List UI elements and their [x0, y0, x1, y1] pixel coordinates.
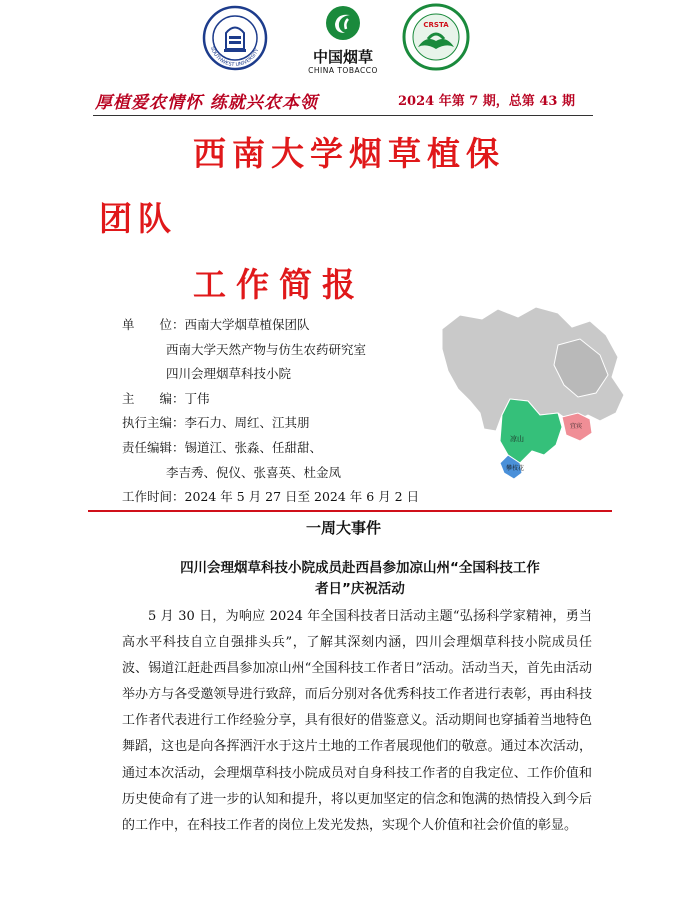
header-band — [95, 88, 595, 112]
unit-2: 西南大学天然产物与仿生农药研究室 — [166, 341, 367, 357]
title-line-2: 团队 — [99, 199, 177, 238]
crsta-logo-text: CRSTA — [423, 21, 449, 29]
tobacco-leaf-icon — [324, 4, 362, 42]
resp-editor-label: 责任编辑： — [122, 439, 185, 455]
china-tobacco-en: CHINA TOBACCO — [308, 66, 378, 75]
unit-1: 西南大学烟草植保团队 — [184, 317, 310, 332]
exec-editor-label: 执行主编： — [122, 415, 185, 431]
editor-label: 主 编： — [122, 390, 185, 406]
map-label-yibin: 宜宾 — [570, 423, 583, 430]
resp-editors-2: 李吉秀、倪仪、张喜英、杜金凤 — [166, 464, 342, 480]
header-logos — [0, 0, 687, 90]
editor: 丁伟 — [184, 390, 210, 406]
work-time-label: 工作时间： — [122, 489, 185, 505]
article-title-line-1: 四川会理烟草科技小院成员赴西昌参加凉山州“全国科技工作 — [180, 560, 540, 576]
unit-3: 四川会理烟草科技小院 — [166, 366, 292, 382]
section-title: 一周大事件 — [305, 519, 381, 537]
china-tobacco-cn: 中国烟草 — [312, 48, 373, 66]
title-line-3: 工作简报 — [193, 265, 365, 304]
swu-logo-text: SOUTHWEST UNIVERSITY — [208, 45, 261, 69]
article-title — [128, 558, 592, 600]
china-tobacco-logo — [298, 4, 388, 80]
slogan: 厚植爱农情怀 练就兴农本领 — [95, 93, 318, 113]
exec-editors: 李石力、周红、江其朋 — [184, 415, 310, 431]
resp-editors-1: 锡道江、张淼、任甜甜、 — [184, 439, 323, 455]
map-label-liangshan: 凉山 — [510, 435, 524, 443]
title-line-1: 西南大学烟草植保 — [193, 134, 505, 173]
masthead-info — [122, 313, 419, 510]
article-title-line-2: 者日”庆祝活动 — [315, 581, 405, 597]
issue-number: 2024 年第 7 期，总第 43 期 — [398, 94, 575, 109]
southwest-university-logo — [202, 5, 268, 71]
map-label-panzhihua: 攀枝花 — [506, 465, 525, 472]
section-divider — [88, 510, 612, 512]
unit-label: 单 位： — [122, 317, 185, 332]
work-time: 2024 年 5 月 27 日至 2024 年 6 月 2 日 — [184, 489, 420, 505]
crsta-logo — [402, 3, 470, 71]
sichuan-map — [440, 305, 626, 487]
article-body: 5 月 30 日，为响应 2024 年全国科技者日活动主题“弘扬科学家精神，勇当高水平科技自立自强排头兵”，了解其深刻内涵，四川会理烟草科技小院成员任波、锡道江赶赴西昌参加凉山州“全国科技工作者日”活动。活动当天，首先由活动举办方与各受邀领导进行致辞，而后分别对各优秀科技工作者进行表彰，再由科技工作者代表进行工作经验分享，具有很好的借鉴意义。活动期间也穿插着当地特色舞蹈，这也是向各挥洒汗水于这片土地的工作者展现他们的敬意。通过本次活动，通过本次活动，会理烟草科技小院成员对自身科技工作者的自我定位、工作价值和历史使命有了进一步的认知和提升，将以更加坚定的信念和饱满的热情投入到今后的工作中，在科技工作者的岗位上发光发热，实现个人价值和社会价值的彰显。 — [122, 609, 592, 833]
header-divider — [93, 115, 593, 116]
